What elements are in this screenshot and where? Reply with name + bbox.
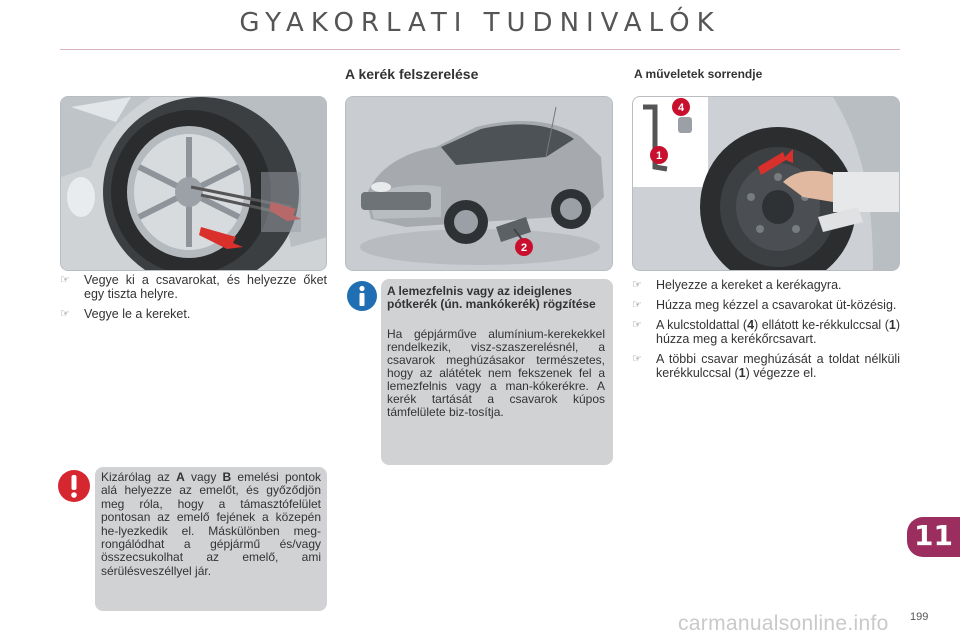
title-divider [60, 49, 900, 50]
list-item: ☞ A kulcstoldattal (4) ellátott ke-rékkulccsal (1) húzza meg a kerékőrcsavart. [632, 318, 901, 346]
watermark: carmanualsonline.info [678, 612, 889, 635]
finger-pointer-icon: ☞ [60, 308, 70, 320]
lift-point-b: B [222, 470, 232, 484]
lift-point-a: A [176, 470, 185, 484]
figure-tighten-bolts [632, 96, 900, 271]
list-item: ☞ Vegye le a kereket. [60, 307, 191, 321]
removal-steps-list [60, 273, 327, 327]
procedure-steps-list [632, 278, 900, 386]
figure-remove-bolts [60, 96, 327, 271]
list-item: ☞ Vegye ki a csavarokat, és helyezze őket egy tiszta helyre. [60, 273, 327, 301]
finger-pointer-icon: ☞ [632, 299, 642, 311]
chapter-number: 11 [914, 519, 953, 552]
info-note-title: A lemezfelnis vagy az ideiglenes pótkerék (ún. mankókerék) rögzítése [387, 284, 596, 311]
section-heading-wheel-fitting: A kerék felszerelése [345, 66, 479, 82]
info-icon [347, 281, 377, 311]
list-item: ☞ A többi csavar meghúzását a toldat nélküli kerékkulccsal (1) végezze el. [632, 352, 900, 380]
page-number: 199 [910, 611, 929, 623]
finger-pointer-icon: ☞ [632, 353, 642, 365]
section-heading-procedure: A műveletek sorrendje [634, 67, 763, 81]
list-item: ☞ Helyezze a kereket a kerékagyra. [632, 278, 842, 292]
figure-car-on-jack [345, 96, 613, 271]
finger-pointer-icon: ☞ [632, 279, 642, 291]
finger-pointer-icon: ☞ [60, 274, 70, 286]
page-title: GYAKORLATI TUDNIVALÓK [239, 8, 721, 38]
list-item: ☞ Húzza meg kézzel a csavarokat üt-közésig. [632, 298, 897, 312]
callout-4: 4 [677, 102, 685, 114]
finger-pointer-icon: ☞ [632, 319, 642, 331]
warning-note-text: Kizárólag az A vagy B emelési pontok alá helyezze az emelőt, és győződjön meg róla, hogy a támasztófelület pontosan az emelő fejének a közepén he-lyezkedik el. Máskülönben meg-rongálódhat a gépjármű és/vagy összecsukolhat az emelő, ami sérülésveszéllyel jár. [101, 470, 322, 578]
warning-icon [58, 470, 90, 502]
callout-2: 2 [520, 242, 528, 254]
callout-1: 1 [655, 150, 663, 162]
info-note-text: Ha gépjárműve alumínium-kerekekkel rendelkezik, visz-szaszerelésnél, a csavarok meghúzásakor természetes, hogy az alátétek nem fekszenek fel a lemezfelnis vagy a man-kókerékre. A kerék tartását a csavarok kúpos támfelülete biz-tosítja. [387, 327, 605, 419]
